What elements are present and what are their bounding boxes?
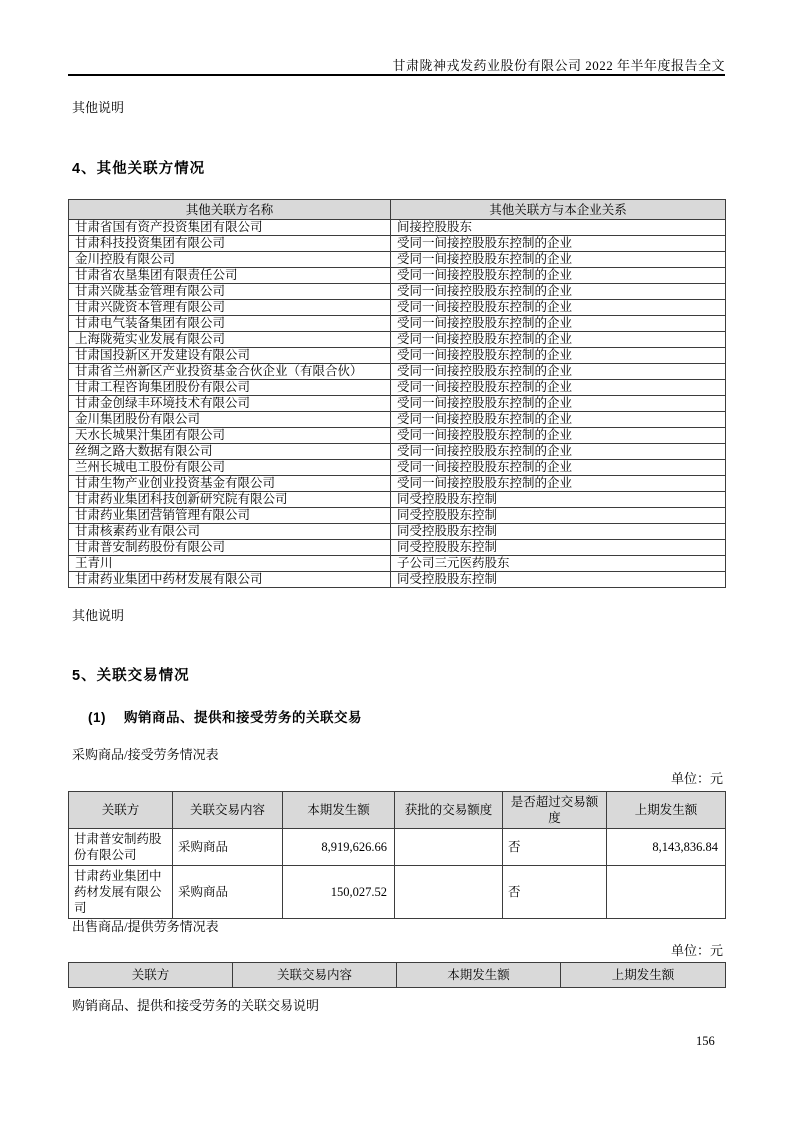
party-name-cell: 王青川 bbox=[69, 556, 391, 572]
table-row bbox=[69, 556, 726, 572]
party-name-cell: 甘肃省国有资产投资集团有限公司 bbox=[69, 220, 391, 236]
table-row bbox=[69, 364, 726, 380]
table-row bbox=[69, 316, 726, 332]
relationship-cell: 受同一间接控股股东控制的企业 bbox=[391, 444, 726, 460]
relationship-cell: 同受控股股东控制 bbox=[391, 524, 726, 540]
table-row bbox=[69, 540, 726, 556]
table-row bbox=[69, 220, 726, 236]
relationship-cell: 间接控股股东 bbox=[391, 220, 726, 236]
purchase-transactions-table bbox=[68, 791, 726, 919]
purchase-table-caption: 采购商品/接受劳务情况表 bbox=[72, 747, 219, 762]
approved-quota-cell bbox=[395, 866, 503, 919]
party-name-cell: 丝绸之路大数据有限公司 bbox=[69, 444, 391, 460]
relationship-cell: 子公司三元医药股东 bbox=[391, 556, 726, 572]
table-row bbox=[69, 476, 726, 492]
sales-header-row bbox=[69, 963, 726, 988]
subsection-title bbox=[88, 706, 362, 726]
related-party-cell: 甘肃药业集团中药材发展有限公司 bbox=[69, 866, 173, 919]
party-name-cell: 甘肃科技投资集团有限公司 bbox=[69, 236, 391, 252]
col-header-related-party: 关联方 bbox=[69, 963, 233, 988]
col-header-party-name: 其他关联方名称 bbox=[69, 200, 391, 220]
table-row bbox=[69, 380, 726, 396]
table-row bbox=[69, 428, 726, 444]
purchase-row bbox=[69, 829, 726, 866]
relationship-cell: 受同一间接控股股东控制的企业 bbox=[391, 364, 726, 380]
related-parties-table bbox=[68, 199, 726, 588]
current-amount-cell: 150,027.52 bbox=[283, 866, 395, 919]
subsection-number: (1) bbox=[88, 710, 106, 725]
table-row bbox=[69, 572, 726, 588]
table-row bbox=[69, 524, 726, 540]
table-row bbox=[69, 444, 726, 460]
relationship-cell: 受同一间接控股股东控制的企业 bbox=[391, 380, 726, 396]
party-name-cell: 甘肃省兰州新区产业投资基金合伙企业（有限合伙） bbox=[69, 364, 391, 380]
transaction-explanation-note: 购销商品、提供和接受劳务的关联交易说明 bbox=[72, 998, 320, 1013]
party-name-cell: 甘肃药业集团营销管理有限公司 bbox=[69, 508, 391, 524]
party-name-cell: 上海陇菀实业发展有限公司 bbox=[69, 332, 391, 348]
table-row bbox=[69, 508, 726, 524]
transaction-content-cell: 采购商品 bbox=[173, 829, 283, 866]
page-number: 156 bbox=[696, 1034, 715, 1048]
purchase-header-row bbox=[69, 792, 726, 829]
col-header-prior-amount: 上期发生额 bbox=[561, 963, 726, 988]
table-row bbox=[69, 348, 726, 364]
prior-amount-cell bbox=[607, 866, 726, 919]
table-row bbox=[69, 268, 726, 284]
sales-table-unit-label: 单位：元 bbox=[670, 943, 723, 958]
col-header-approved-quota: 获批的交易额度 bbox=[395, 792, 503, 829]
approved-quota-cell bbox=[395, 829, 503, 866]
party-name-cell: 天水长城果汁集团有限公司 bbox=[69, 428, 391, 444]
related-party-cell: 甘肃普安制药股份有限公司 bbox=[69, 829, 173, 866]
relationship-cell: 受同一间接控股股东控制的企业 bbox=[391, 476, 726, 492]
party-name-cell: 甘肃工程咨询集团股份有限公司 bbox=[69, 380, 391, 396]
relationship-cell: 受同一间接控股股东控制的企业 bbox=[391, 284, 726, 300]
relationship-cell: 受同一间接控股股东控制的企业 bbox=[391, 252, 726, 268]
other-note-bottom: 其他说明 bbox=[72, 608, 125, 623]
purchase-row bbox=[69, 866, 726, 919]
party-name-cell: 甘肃药业集团中药材发展有限公司 bbox=[69, 572, 391, 588]
relationship-cell: 同受控股股东控制 bbox=[391, 572, 726, 588]
table-row bbox=[69, 412, 726, 428]
table-row bbox=[69, 460, 726, 476]
relationship-cell: 受同一间接控股股东控制的企业 bbox=[391, 428, 726, 444]
relationship-cell: 受同一间接控股股东控制的企业 bbox=[391, 396, 726, 412]
document-header-title: 甘肃陇神戎发药业股份有限公司 2022 年半年度报告全文 bbox=[392, 58, 725, 73]
col-header-current-amount: 本期发生额 bbox=[397, 963, 561, 988]
relationship-cell: 受同一间接控股股东控制的企业 bbox=[391, 412, 726, 428]
subsection-text: 购销商品、提供和接受劳务的关联交易 bbox=[124, 710, 362, 725]
relationship-cell: 同受控股股东控制 bbox=[391, 492, 726, 508]
relationship-cell: 受同一间接控股股东控制的企业 bbox=[391, 236, 726, 252]
party-name-cell: 甘肃电气装备集团有限公司 bbox=[69, 316, 391, 332]
table-row bbox=[69, 492, 726, 508]
party-name-cell: 金川集团股份有限公司 bbox=[69, 412, 391, 428]
related-parties-header-row bbox=[69, 200, 726, 220]
party-name-cell: 甘肃兴陇资本管理有限公司 bbox=[69, 300, 391, 316]
table-row bbox=[69, 332, 726, 348]
table-row bbox=[69, 252, 726, 268]
sales-transactions-table bbox=[68, 962, 726, 988]
party-name-cell: 甘肃金创绿丰环境技术有限公司 bbox=[69, 396, 391, 412]
party-name-cell: 甘肃省农垦集团有限责任公司 bbox=[69, 268, 391, 284]
exceed-quota-cell: 否 bbox=[503, 866, 607, 919]
header-divider bbox=[68, 74, 725, 76]
other-note-top: 其他说明 bbox=[72, 100, 125, 115]
prior-amount-cell: 8,143,836.84 bbox=[607, 829, 726, 866]
col-header-transaction-content: 关联交易内容 bbox=[173, 792, 283, 829]
col-header-related-party: 关联方 bbox=[69, 792, 173, 829]
table-row bbox=[69, 284, 726, 300]
table-row bbox=[69, 300, 726, 316]
transaction-content-cell: 采购商品 bbox=[173, 866, 283, 919]
party-name-cell: 甘肃生物产业创业投资基金有限公司 bbox=[69, 476, 391, 492]
relationship-cell: 受同一间接控股股东控制的企业 bbox=[391, 460, 726, 476]
col-header-prior-amount: 上期发生额 bbox=[607, 792, 726, 829]
relationship-cell: 同受控股股东控制 bbox=[391, 540, 726, 556]
party-name-cell: 甘肃药业集团科技创新研究院有限公司 bbox=[69, 492, 391, 508]
purchase-table-unit-label: 单位：元 bbox=[670, 771, 723, 786]
party-name-cell: 兰州长城电工股份有限公司 bbox=[69, 460, 391, 476]
col-header-exceed-quota: 是否超过交易额度 bbox=[503, 792, 607, 829]
party-name-cell: 甘肃核素药业有限公司 bbox=[69, 524, 391, 540]
party-name-cell: 金川控股有限公司 bbox=[69, 252, 391, 268]
table-row bbox=[69, 236, 726, 252]
relationship-cell: 同受控股股东控制 bbox=[391, 508, 726, 524]
party-name-cell: 甘肃兴陇基金管理有限公司 bbox=[69, 284, 391, 300]
section5-title: 5、关联交易情况 bbox=[72, 668, 190, 684]
exceed-quota-cell: 否 bbox=[503, 829, 607, 866]
relationship-cell: 受同一间接控股股东控制的企业 bbox=[391, 348, 726, 364]
sales-table-caption: 出售商品/提供劳务情况表 bbox=[72, 919, 219, 934]
relationship-cell: 受同一间接控股股东控制的企业 bbox=[391, 332, 726, 348]
col-header-current-amount: 本期发生额 bbox=[283, 792, 395, 829]
party-name-cell: 甘肃国投新区开发建设有限公司 bbox=[69, 348, 391, 364]
relationship-cell: 受同一间接控股股东控制的企业 bbox=[391, 300, 726, 316]
relationship-cell: 受同一间接控股股东控制的企业 bbox=[391, 268, 726, 284]
current-amount-cell: 8,919,626.66 bbox=[283, 829, 395, 866]
table-row bbox=[69, 396, 726, 412]
relationship-cell: 受同一间接控股股东控制的企业 bbox=[391, 316, 726, 332]
party-name-cell: 甘肃普安制药股份有限公司 bbox=[69, 540, 391, 556]
col-header-transaction-content: 关联交易内容 bbox=[233, 963, 397, 988]
col-header-relationship: 其他关联方与本企业关系 bbox=[391, 200, 726, 220]
section4-title: 4、其他关联方情况 bbox=[72, 161, 206, 177]
